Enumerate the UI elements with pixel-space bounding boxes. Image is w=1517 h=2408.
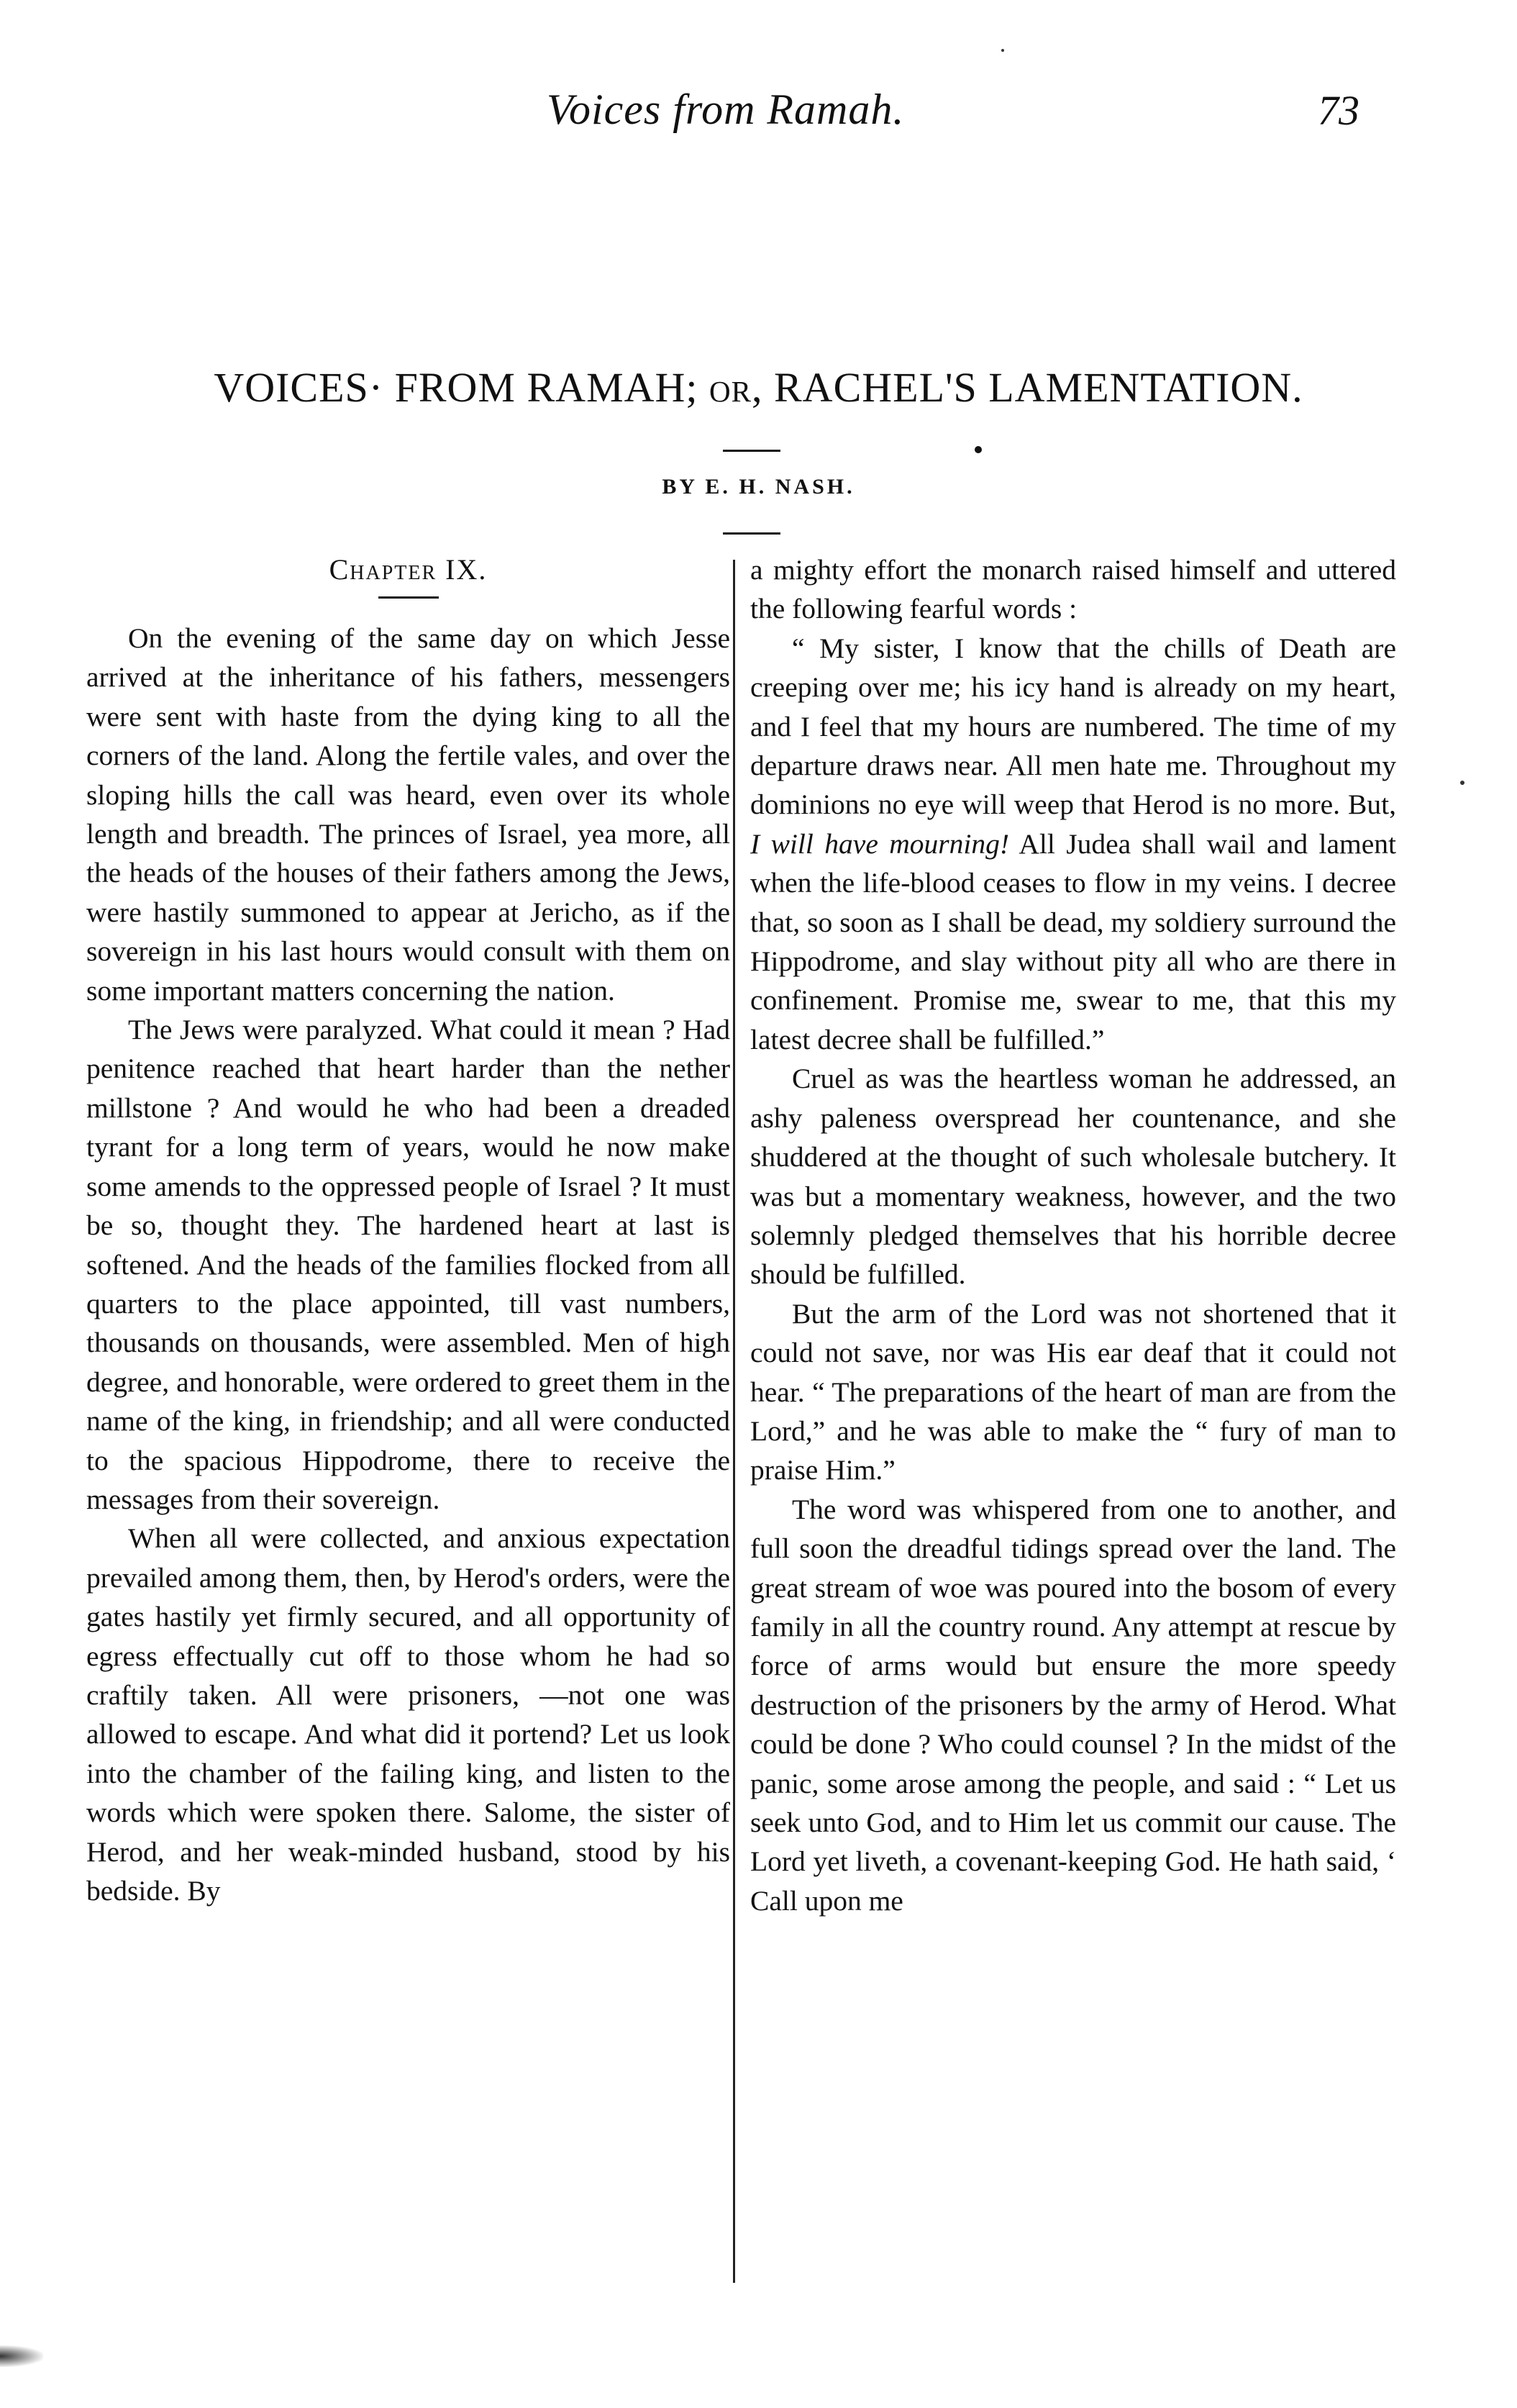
herod-speech	[750, 629, 1396, 1059]
speech-text: “ My sister, I know that the chills of Death are creeping over me; his icy hand is already on my heart, and I feel that my hours are numbered. The time of my departure draws near. All men hate me. Throughout my dominions no eye will weep that Herod is no more. But,	[750, 632, 1396, 821]
paragraph: But the arm of the Lord was not shortened that it could not save, nor was His ear deaf that it could not hear. “ The preparations of the heart of man are from the Lord,” and he was able to make the “ fury of man to praise Him.”	[750, 1297, 1396, 1486]
paragraph: Cruel as was the heartless woman he addressed, an ashy paleness overspread her countenance, and she shuddered at the thought of such wholesale butchery. It was but a momentary weakness, however, and the two solemnly pledged themselves that his horrible decree should be fulfilled.	[750, 1063, 1396, 1291]
speech-emphasis: I will have mourning!	[750, 827, 1010, 860]
paragraph-continuation: a mighty effort the monarch raised himself and uttered the following fearful words :	[750, 554, 1396, 625]
paragraph: On the evening of the same day on which Jesse arrived at the inheritance of his fathers, messengers were sent with haste from the dying king to all the corners of the land. Along the fertile vales, and over the sloping hills the call was heard, even over its whole length and breadth. The princes of Israel, yea more, all the heads of the houses of their fathers among the Jews, were hastily summoned to appear at Jericho, as if the sovereign in his last hours would consult with them on some important matters concerning the nation.	[86, 622, 730, 1007]
title-main: VOICES· FROM RAMAH;	[214, 364, 698, 411]
paragraph: The word was whispered from one to another, and full soon the dreadful tidings spread over the land. The great stream of woe was poured into the bosom of every family in all the country round. Any attempt at rescue by force of arms would but ensure the more speedy destruction of the prisoners by the army of Herod. What could be done ? Who could counsel ? In the midst of the panic, some arose among the people, and said : “ Let us seek unto God, and to Him let us commit our cause. The Lord yet liveth, a covenant-keeping God. He hath said, ‘ Call upon me	[750, 1493, 1396, 1917]
column-divider	[733, 560, 735, 2283]
running-title: Voices from Ramah.	[547, 86, 905, 133]
running-header	[0, 85, 1517, 150]
title-rule	[723, 450, 780, 452]
title-dot	[975, 446, 982, 453]
title-sub: RACHEL'S LAMENTATION.	[774, 364, 1303, 411]
left-column	[86, 550, 730, 1910]
right-column	[750, 550, 1396, 1920]
paragraph: When all were collected, and anxious expectation prevailed among them, then, by Herod's orders, were the gates hastily yet firmly secured, and all opportunity of egress effectually cut off to those whom he had so craftily taken. All were prisoners, —not one was allowed to escape. And what did it portend? Let us look into the chamber of the failing king, and listen to the words which were spoken there. Salome, the sister of Herod, and her weak-minded husband, stood by his bedside. By	[86, 1522, 730, 1907]
page-number: 73	[1318, 87, 1359, 134]
byline: BY E. H. NASH.	[662, 475, 855, 499]
chapter-heading: Chapter IX.	[329, 553, 488, 586]
print-smudge	[0, 2345, 43, 2367]
print-speck	[1460, 781, 1464, 785]
title-or: or,	[709, 364, 763, 411]
byline-rule	[723, 532, 780, 535]
speech-text: All Judea shall wail and lament when the life-blood ceases to flow in my veins. I decree that, so soon as I shall be dead, my soldiery surround the Hippodrome, and slay without pity all who are there in confinement. Promise me, swear to me, that this my latest decree shall be fulfilled.”	[750, 827, 1396, 1055]
print-speck	[1001, 49, 1004, 52]
chapter-rule	[378, 596, 439, 599]
paragraph: The Jews were paralyzed. What could it mean ? Had penitence reached that heart harder than the nether millstone ? And would he who had been a dreaded tyrant for a long term of years, would he now make some amends to the oppressed people of Israel ? It must be so, thought they. The hardened heart at last is softened. And the heads of the families flocked from all quarters to the place appointed, till vast numbers, thousands on thousands, were assembled. Men of high degree, and honorable, were ordered to greet them in the name of the king, in friendship; and all were conducted to the spacious Hippodrome, there to receive the messages from their sovereign.	[86, 1014, 730, 1515]
article-title	[0, 363, 1517, 412]
